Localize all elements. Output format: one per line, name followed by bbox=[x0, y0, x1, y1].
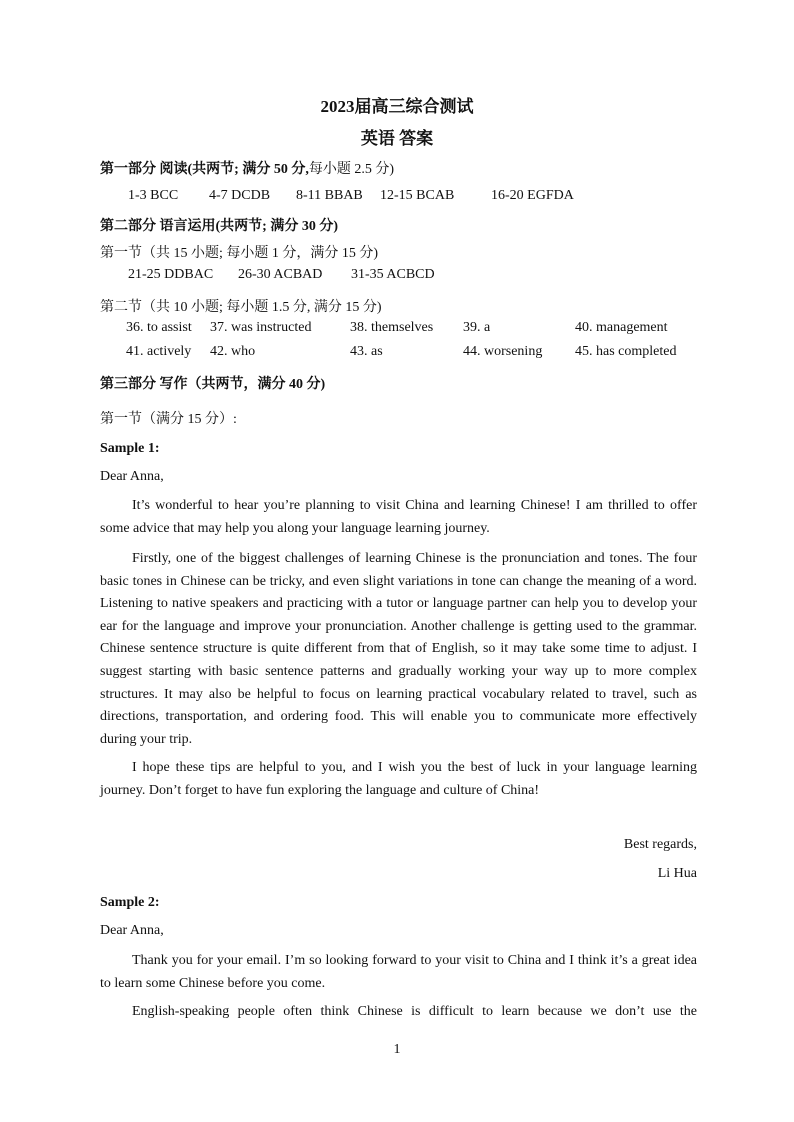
sample2-greeting: Dear Anna, bbox=[100, 923, 164, 938]
answer-group: 16-20 EGFDA bbox=[491, 188, 574, 203]
part3-heading: 第三部分 写作（共两节，满分 40 分) bbox=[100, 377, 326, 392]
part1-heading-note: 每小题 2.5 分) bbox=[308, 162, 394, 177]
part1-heading bbox=[100, 158, 394, 178]
sample2-paragraph: English-speaking people often think Chinese is difficult to learn because we don’t use the bbox=[132, 1004, 697, 1019]
answer-item: 40. management bbox=[575, 320, 668, 335]
answer-item: 45. has completed bbox=[575, 344, 677, 359]
sample2-label: Sample 2: bbox=[100, 895, 160, 910]
answer-item: 39. a bbox=[463, 320, 491, 335]
sample1-paragraph: It’s wonderful to hear you’re planning to visit China and learning Chinese! I am thrilled to offer some advice that may help you along your language learning journey. bbox=[100, 498, 697, 536]
answer-group: 4-7 DCDB bbox=[209, 188, 271, 203]
answer-group: 26-30 ACBAD bbox=[238, 267, 323, 282]
sample1-label: Sample 1: bbox=[100, 441, 160, 456]
answer-item: 36. to assist bbox=[126, 320, 192, 335]
document-title: 2023届高三综合测试 bbox=[320, 97, 474, 116]
sample2-paragraph: Thank you for your email. I’m so looking forward to your visit to China and I think it’s a great idea to learn some Chinese before you come. bbox=[100, 953, 697, 991]
page-number: 1 bbox=[393, 1042, 401, 1057]
answer-group: 1-3 BCC bbox=[128, 188, 179, 203]
answer-item: 44. worsening bbox=[463, 344, 543, 359]
document-subtitle: 英语 答案 bbox=[360, 129, 434, 148]
part1-heading-main: 第一部分 阅读(共两节; 满分 50 分, bbox=[100, 162, 309, 177]
part2-heading: 第二部分 语言运用(共两节; 满分 30 分) bbox=[100, 219, 338, 234]
answer-item: 38. themselves bbox=[350, 320, 434, 335]
sample1-greeting: Dear Anna, bbox=[100, 469, 164, 484]
sample1-paragraph: I hope these tips are helpful to you, and I wish you the best of luck in your language learning journey. Don’t forget to have fun exploring the language and culture of China! bbox=[100, 760, 697, 798]
answer-item: 42. who bbox=[210, 344, 256, 359]
answer-group: 31-35 ACBCD bbox=[351, 267, 435, 282]
part3-section1-heading: 第一节（满分 15 分）: bbox=[100, 412, 237, 427]
sample1-closing: Best regards, bbox=[623, 837, 697, 852]
answer-item: 43. as bbox=[350, 344, 383, 359]
answer-group: 21-25 DDBAC bbox=[128, 267, 214, 282]
sample1-paragraph: Firstly, one of the biggest challenges of learning Chinese is the pronunciation and tones. The four basic tones in Chinese can be tricky, and even slight variations in tone can change the meaning of a word. Listening to native speakers and practicing with a tutor or language partner can help you to develop your ear for the language and improve your pronunciation. Another challenge is getting used to the grammar. Chinese sentence structure is quite different from that of English, so it may take some time to adjust. I suggest starting with basic sentence patterns and gradually working your way up to more complex structures. It may also be helpful to focus on learning practical vocabulary related to travel, such as directions, transportation, and ordering food. This will enable you to communicate more effectively during your trip. bbox=[100, 551, 697, 747]
sample1-signature: Li Hua bbox=[657, 866, 697, 881]
answer-group: 8-11 BBAB bbox=[296, 188, 363, 203]
part2-section1-heading: 第一节（共 15 小题; 每小题 1 分，满分 15 分) bbox=[100, 246, 379, 261]
answer-group: 12-15 BCAB bbox=[380, 188, 455, 203]
part2-section2-heading: 第二节（共 10 小题; 每小题 1.5 分, 满分 15 分) bbox=[100, 300, 382, 315]
answer-item: 37. was instructed bbox=[210, 320, 312, 335]
answer-item: 41. actively bbox=[126, 344, 192, 359]
